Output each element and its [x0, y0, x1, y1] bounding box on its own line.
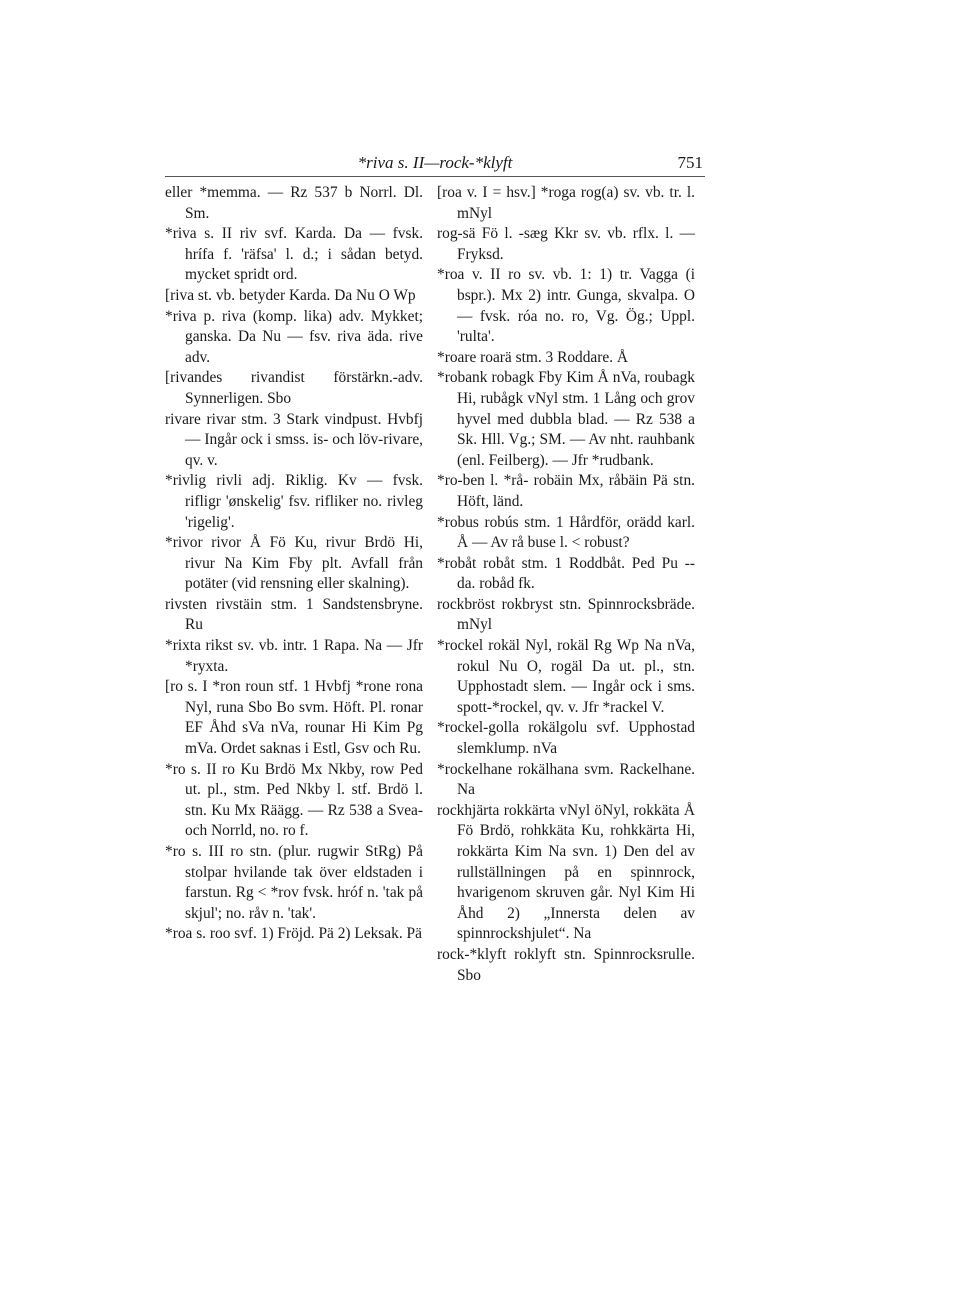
- dictionary-entry: *rivlig rivli adj. Riklig. Kv — fvsk. rifligr 'ønskelig' fsv. rifliker no. rivleg 'rigelig'.: [165, 472, 423, 531]
- dictionary-entry: *roa v. II ro sv. vb. 1: 1) tr. Vagga (i bspr.). Mx 2) intr. Gunga, skvalpa. O — fvsk. róa no. ro, Vg. Ög.; Uppl. 'rulta'.: [437, 266, 695, 346]
- dictionary-entry: eller *memma. — Rz 537 b Norrl. Dl. Sm.: [165, 184, 423, 222]
- dictionary-entry: rog-sä Fö l. -sæg Kkr sv. vb. rflx. l. — Fryksd.: [437, 225, 695, 263]
- dictionary-entry: *roa s. roo svf. 1) Fröjd. Pä 2) Leksak. Pä: [165, 925, 422, 943]
- dictionary-entry: *ro s. II ro Ku Brdö Mx Nkby, row Ped ut. pl., stm. Ped Nkby l. stf. Brdö l. stn. Ku Mx Räägg. — Rz 538 a Svea- och Norrld, no. ro f.: [165, 760, 423, 840]
- dictionary-entry: [riva st. vb. betyder Karda. Da Nu O Wp: [165, 286, 416, 304]
- dictionary-entry: rockbröst rokbryst stn. Spinnrocksbräde. mNyl: [437, 595, 695, 634]
- left-column: [165, 183, 423, 945]
- dictionary-entry: rivare rivar stm. 3 Stark vindpust. Hvbfj — Ingår ock i smss. is- och löv-rivare, qv. v.: [165, 410, 423, 469]
- dictionary-entry: *roare roarä stm. 3 Roddare. Å: [437, 348, 629, 366]
- dictionary-entry: *robåt robåt stm. 1 Roddbåt. Ped Pu -- da. robåd fk.: [437, 554, 695, 593]
- dictionary-entry: *rockelhane rokälhana svm. Rackelhane. Na: [437, 760, 695, 799]
- dictionary-entry: rivsten rivstäin stm. 1 Sandstensbryne. Ru: [165, 595, 423, 634]
- dictionary-entry: *rockel rokäl Nyl, rokäl Rg Wp Na nVa, rokul Nu O, rogäl Da ut. pl., stn. Upphostadt slem. — Ingår ock i sms. spott-*rockel, qv. v. Jfr *rackel V.: [437, 637, 695, 716]
- dictionary-entry: rock-*klyft roklyft stn. Spinnrocksrulle. Sbo: [437, 945, 695, 984]
- page-number: 751: [677, 153, 703, 172]
- dictionary-entry: *robank robagk Fby Kim Å nVa, roubagk Hi, rubågk vNyl stm. 1 Lång och grov hyvel med dubbla blad. — Rz 538 a Sk. Hll. Vg.; SM. — Av nht. rauhbank (enl. Feilberg). — Jfr *rudbank.: [437, 369, 695, 469]
- dictionary-entry: *riva p. riva (komp. lika) adv. Mykket; ganska. Da Nu — fsv. riva äda. rive adv.: [165, 307, 423, 366]
- running-head: [165, 152, 705, 176]
- running-title: *riva s. II—rock-*klyft: [357, 153, 513, 172]
- dictionary-entry: [roa v. I = hsv.] *roga rog(a) sv. vb. tr. l. mNyl: [437, 184, 695, 222]
- dictionary-entry: [ro s. I *ron roun stf. 1 Hvbfj *rone rona Nyl, runa Sbo Bo svm. Höft. Pl. ronar EF Åhd sVa nVa, rounar Hi Kim Pg mVa. Ordet saknas i Estl, Gsv och Ru.: [165, 678, 423, 758]
- dictionary-entry: *robus robús stm. 1 Hårdför, orädd karl. Å — Av rå buse l. < robust?: [437, 513, 695, 552]
- dictionary-entry: *rixta rikst sv. vb. intr. 1 Rapa. Na — Jfr *ryxta.: [165, 637, 423, 675]
- dictionary-entry: *ro-ben l. *rå- robäin Mx, råbäin Pä stn. Höft, länd.: [437, 472, 695, 510]
- dictionary-entry: *riva s. II riv svf. Karda. Da — fvsk. hrífa f. 'räfsa' l. d.; i sådan betyd. mycket spridt ord.: [165, 225, 423, 284]
- right-column: [437, 183, 695, 986]
- header-rule: [165, 176, 705, 177]
- dictionary-entry: *rockel-golla rokälgolu svf. Upphostad slemklump. nVa: [437, 719, 695, 758]
- dictionary-entry: *ro s. III ro stn. (plur. rugwir StRg) På stolpar hvilande tak över eldstaden i farstun. Rg < *rov fvsk. hróf n. 'tak på skjul'; no. råv n. 'tak'.: [165, 843, 423, 922]
- dictionary-entry: [rivandes rivandist förstärkn.-adv. Synnerligen. Sbo: [165, 369, 423, 407]
- dictionary-entry: rockhjärta rokkärta vNyl öNyl, rokkäta Å Fö Brdö, rohkkäta Ku, rohkkärta Hi, rokkärta Kim Na svn. 1) Den del av rullställningen på en spinnrock, hvarigenom skruven går. Nyl Kim Hi Åhd 2) „Innersta delen av spinnrockshjulet“. Na: [437, 801, 695, 943]
- dictionary-entry: *rivor rivor Å Fö Ku, rivur Brdö Hi, rivur Na Kim Fby plt. Avfall från potäter (vid rensning eller skalning).: [165, 534, 423, 593]
